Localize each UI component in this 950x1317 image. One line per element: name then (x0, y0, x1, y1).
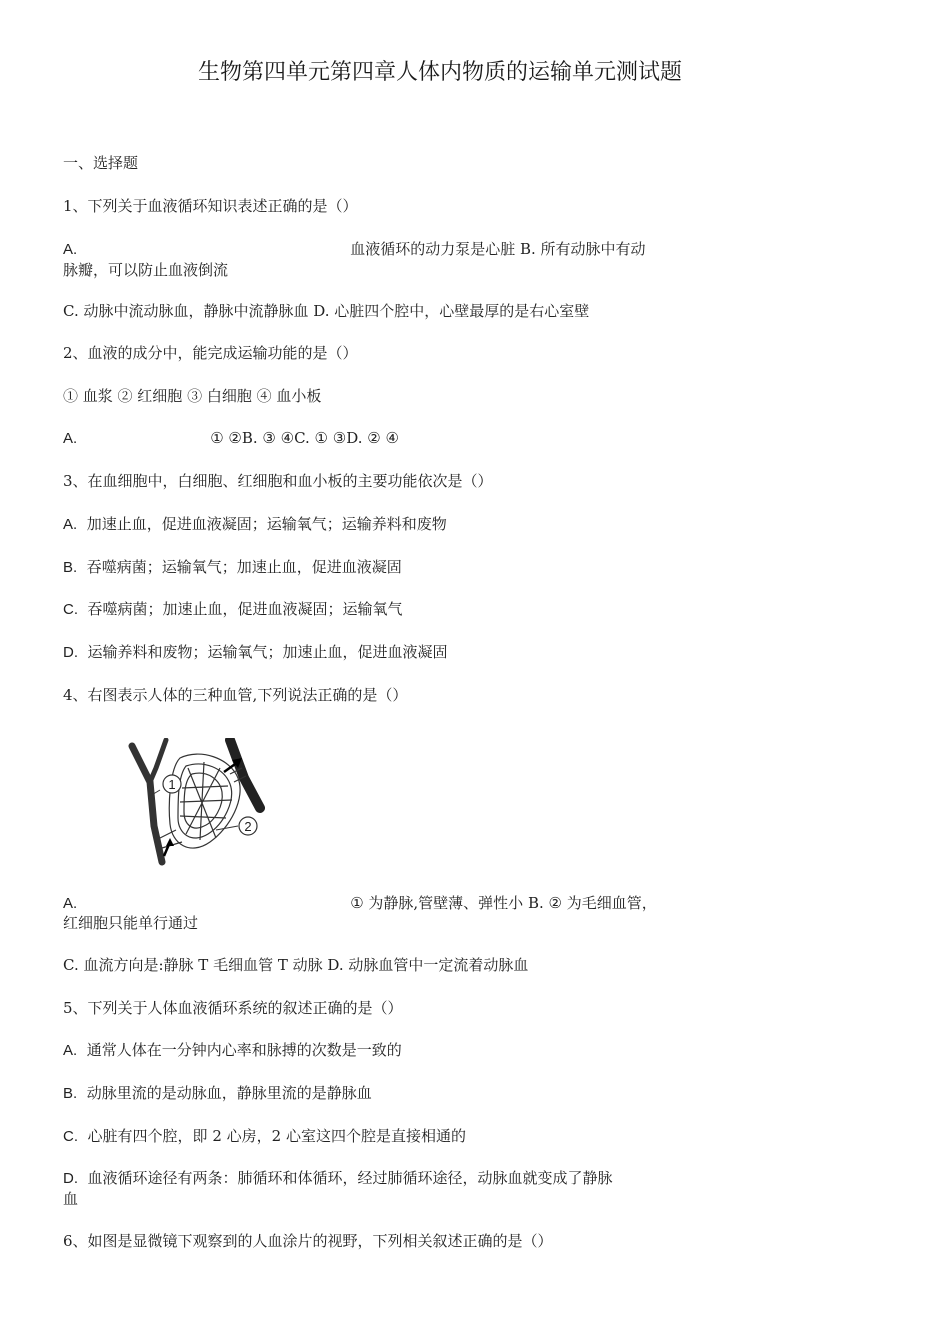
option-text: 运输养料和废物；运输氧气；加速止血，促进血液凝固 (87, 643, 448, 661)
diagram-label-1: 1 (168, 777, 176, 792)
section-heading: 一、选择题 (63, 154, 139, 172)
question-4-options-cd: C. 血流方向是:静脉 T 毛细血管 T 动脉 D. 动脉血管中一定流着动脉血 (63, 956, 529, 974)
question-5-option-c (63, 1126, 703, 1147)
question-4-stem: 4、右图表示人体的三种血管,下列说法正确的是（） (63, 686, 408, 704)
question-2-items: ① 血浆 ② 红细胞 ③ 白细胞 ④ 血小板 (63, 387, 322, 405)
question-5-option-b (63, 1083, 703, 1104)
option-label: D. (63, 1170, 78, 1187)
question-2-options (63, 428, 703, 449)
option-text: 吞噬病菌；加速止血，促进血液凝固；运输氧气 (87, 600, 403, 618)
question-1-option-continuation: 脉瓣，可以防止血液倒流 (63, 261, 229, 279)
option-text: 血液循环的动力泵是心脏 B. 所有动脉中有动 (350, 240, 646, 258)
question-3-option-d (63, 642, 703, 663)
question-1-options-cd: C. 动脉中流动脉血，静脉中流静脉血 D. 心脏四个腔中，心壁最厚的是右心室壁 (63, 302, 590, 320)
option-text: 加速止血，促进血液凝固；运输氧气；运输养料和废物 (86, 515, 447, 533)
diagram-label-2: 2 (244, 819, 252, 834)
question-5-stem: 5、下列关于人体血液循环系统的叙述正确的是（） (63, 999, 403, 1017)
question-5-option-d (63, 1168, 703, 1189)
question-6-stem: 6、如图是显微镜下观察到的人血涂片的视野，下列相关叙述正确的是（） (63, 1232, 553, 1250)
question-3-option-b (63, 557, 703, 578)
question-1-stem: 1、下列关于血液循环知识表述正确的是（） (63, 197, 358, 215)
question-1-option-a (63, 239, 703, 260)
option-label: B. (63, 559, 78, 576)
option-text: ① 为静脉,管壁薄、弹性小 B. ② 为毛细血管， (350, 894, 657, 912)
option-label: C. (63, 601, 78, 618)
option-label: A. (63, 430, 78, 447)
question-3-option-c (63, 599, 703, 620)
question-2-stem: 2、血液的成分中，能完成运输功能的是（） (63, 344, 358, 362)
option-label: D. (63, 644, 78, 661)
option-label: C. (63, 1128, 78, 1145)
option-label: A. (63, 516, 78, 533)
page-title: 生物第四单元第四章人体内物质的运输单元测试题 (198, 60, 683, 85)
option-text: 通常人体在一分钟内心率和脉搏的次数是一致的 (86, 1041, 402, 1059)
question-3-option-a (63, 514, 703, 535)
option-label: A. (63, 895, 78, 912)
question-5-option-a (63, 1040, 703, 1061)
question-3-stem: 3、在血细胞中，白细胞、红细胞和血小板的主要功能依次是（） (63, 472, 493, 490)
question-4-option-continuation: 红细胞只能单行通过 (63, 914, 199, 932)
option-text: 血液循环途径有两条：肺循环和体循环，经过肺循环途径，动脉血就变成了静脉 (87, 1169, 613, 1187)
question-4-option-a (63, 893, 703, 914)
option-label: A. (63, 241, 78, 258)
option-text: 吞噬病菌；运输氧气；加速止血，促进血液凝固 (86, 558, 402, 576)
option-text: 心脏有四个腔，即 2 心房，2 心室这四个腔是直接相通的 (87, 1127, 466, 1145)
option-text: 动脉里流的是动脉血，静脉里流的是静脉血 (86, 1084, 372, 1102)
question-5-option-continuation: 血 (63, 1190, 79, 1208)
option-label: B. (63, 1085, 78, 1102)
option-text: ① ②B. ③ ④C. ① ③D. ② ④ (210, 429, 399, 447)
blood-vessel-diagram (120, 738, 280, 868)
option-label: A. (63, 1042, 78, 1059)
